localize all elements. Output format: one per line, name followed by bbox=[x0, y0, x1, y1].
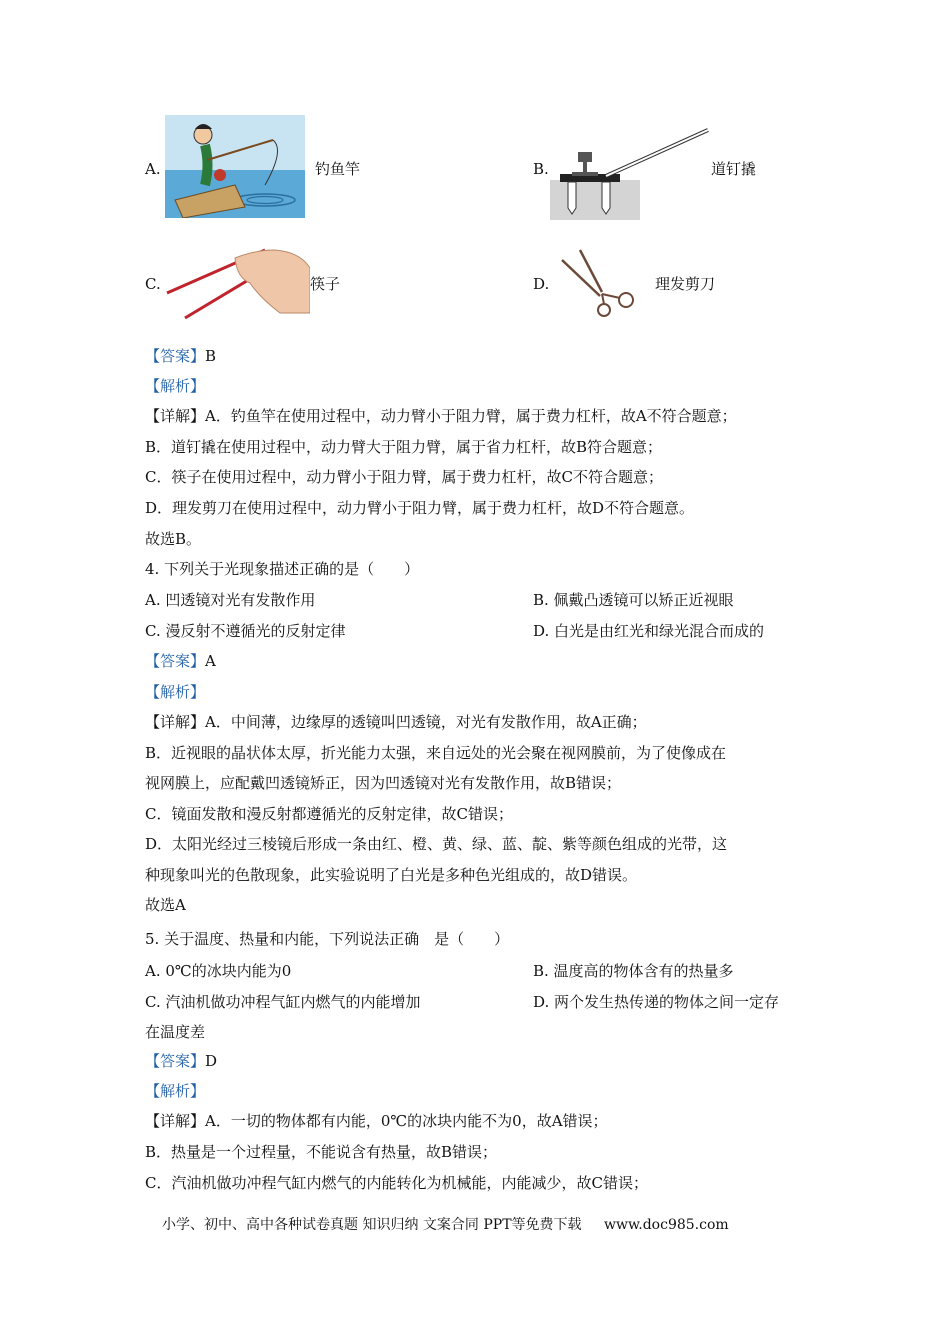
option-c-caption: 筷子 bbox=[310, 275, 341, 293]
q3-detail-line: D．理发剪刀在使用过程中，动力臂小于阻力臂，属于费力杠杆，故D不符合题意。 bbox=[145, 499, 695, 517]
detail-label: 【详解】 bbox=[145, 407, 206, 425]
option-a-letter: A. bbox=[145, 160, 161, 178]
answer-label: 【答案】 bbox=[145, 347, 206, 365]
analysis-label: 【解析】 bbox=[145, 1082, 206, 1100]
q4-option-d: D. 白光是由红光和绿光混合而成的 bbox=[533, 622, 765, 640]
footer-text: 小学、初中、高中各种试卷真题 知识归纳 文案合同 PPT等免费下载 bbox=[162, 1217, 582, 1233]
q4-option-c: C. 漫反射不遵循光的反射定律 bbox=[145, 622, 346, 640]
q5-detail-line: 【详解】A．一切的物体都有内能，0℃的冰块内能不为0，故A错误； bbox=[145, 1112, 608, 1130]
option-b-letter: B. bbox=[533, 160, 549, 178]
answer-label: 【答案】 bbox=[145, 1052, 206, 1070]
q5-option-b: B. 温度高的物体含有的热量多 bbox=[533, 962, 734, 980]
option-a-caption: 钓鱼竿 bbox=[315, 160, 361, 178]
q3-conclusion: 故选B。 bbox=[145, 530, 202, 548]
answer-label: 【答案】 bbox=[145, 652, 206, 670]
q4-option-a: A. 凹透镜对光有发散作用 bbox=[145, 591, 316, 609]
q5-question: 5. 关于温度、热量和内能，下列说法正确 是（ ） bbox=[145, 930, 510, 948]
q4-detail-line: 【详解】A．中间薄，边缘厚的透镜叫凹透镜，对光有发散作用，故A正确； bbox=[145, 713, 647, 731]
option-d-letter: D. bbox=[533, 275, 550, 293]
analysis-label: 【解析】 bbox=[145, 377, 206, 395]
q3-answer bbox=[145, 345, 216, 367]
q4-conclusion: 故选A bbox=[145, 896, 186, 914]
q5-option-c: C. 汽油机做功冲程气缸内燃气的内能增加 bbox=[145, 993, 421, 1011]
answer-value: D bbox=[205, 1052, 218, 1070]
q4-question: 4. 下列关于光现象描述正确的是（ ） bbox=[145, 560, 420, 578]
q5-detail-line: B．热量是一个过程量，不能说含有热量，故B错误； bbox=[145, 1143, 498, 1161]
option-c-letter: C. bbox=[145, 275, 161, 293]
analysis-label: 【解析】 bbox=[145, 683, 206, 701]
detail-label: 【详解】 bbox=[145, 1112, 206, 1130]
q4-detail-line: D．太阳光经过三棱镜后形成一条由红、橙、黄、绿、蓝、靛、紫等颜色组成的光带，这 bbox=[145, 835, 728, 853]
q4-detail-line: 种现象叫光的色散现象，此实验说明了白光是多种色光组成的，故D错误。 bbox=[145, 866, 638, 884]
answer-value: B bbox=[205, 347, 217, 365]
answer-value: A bbox=[205, 652, 216, 670]
scissors-image bbox=[560, 248, 640, 318]
q5-answer bbox=[145, 1050, 217, 1072]
footer bbox=[162, 1214, 729, 1236]
fishing-rod-image bbox=[165, 115, 305, 218]
q5-option-d: D. 两个发生热传递的物体之间一定存 bbox=[533, 993, 780, 1011]
q4-option-b: B. 佩戴凸透镜可以矫正近视眼 bbox=[533, 591, 734, 609]
q4-detail-line: 视网膜上，应配戴凹透镜矫正，因为凹透镜对光有发散作用，故B错误； bbox=[145, 774, 622, 792]
q4-detail-line: C．镜面发散和漫反射都遵循光的反射定律，故C错误； bbox=[145, 805, 513, 823]
q5-option-d-wrap: 在温度差 bbox=[145, 1023, 206, 1041]
chopsticks-image bbox=[165, 238, 310, 320]
detail-label: 【详解】 bbox=[145, 713, 206, 731]
option-d-caption: 理发剪刀 bbox=[655, 275, 716, 293]
spike-puller-image bbox=[550, 128, 710, 220]
q3-detail-line: C．筷子在使用过程中，动力臂小于阻力臂，属于费力杠杆，故C不符合题意； bbox=[145, 468, 663, 486]
q3-detail-line: B．道钉撬在使用过程中，动力臂大于阻力臂，属于省力杠杆，故B符合题意； bbox=[145, 438, 663, 456]
q4-answer bbox=[145, 650, 216, 672]
footer-url[interactable]: www.doc985.com bbox=[603, 1217, 729, 1233]
option-b-caption: 道钉撬 bbox=[711, 160, 757, 178]
q3-detail-line: 【详解】A．钓鱼竿在使用过程中，动力臂小于阻力臂，属于费力杠杆，故A不符合题意； bbox=[145, 407, 737, 425]
q5-option-a: A. 0℃的冰块内能为0 bbox=[145, 962, 292, 980]
q5-detail-line: C．汽油机做功冲程气缸内燃气的内能转化为机械能，内能减少，故C错误； bbox=[145, 1174, 648, 1192]
q4-detail-line: B．近视眼的晶状体太厚，折光能力太强，来自远处的光会聚在视网膜前，为了使像成在 bbox=[145, 744, 727, 762]
